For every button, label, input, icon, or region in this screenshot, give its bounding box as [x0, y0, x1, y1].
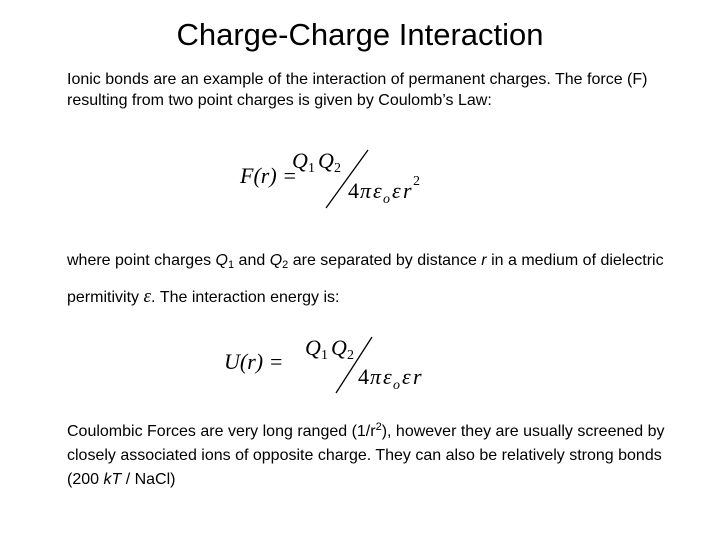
denominator-r: r — [413, 364, 422, 389]
numerator-q2: Q — [318, 148, 334, 173]
interaction-energy-equation — [224, 335, 444, 395]
symbol-q2: Q — [269, 252, 283, 269]
lhs-force: F(r) = — [240, 163, 297, 188]
denominator-pi: π — [360, 178, 372, 203]
denominator-o-subscript: o — [393, 378, 400, 393]
text-segment: in a medium of dielectric permitivity — [67, 252, 664, 306]
subscript-1: 1 — [227, 259, 235, 271]
text-segment: where point charges — [67, 252, 216, 269]
text-segment: Coulombic Forces are very long ranged (1/r — [67, 423, 376, 440]
denominator-four: 4 — [358, 364, 369, 389]
text-segment: and — [234, 252, 270, 269]
numerator-q2: Q — [331, 335, 347, 360]
text-segment: are separated by distance — [288, 252, 482, 269]
symbol-r: r — [481, 252, 487, 269]
symbol-q1: Q — [215, 252, 228, 269]
subscript-2: 2 — [282, 259, 289, 271]
intro-paragraph: Ionic bonds are an example of the interaction of permanent charges. The force (F) resulting from two point charges is given by Coulomb’s Law: — [67, 71, 648, 109]
symbol-kT: kT — [103, 471, 122, 488]
denominator-epsilon: ε — [402, 364, 411, 389]
numerator-sub1: 1 — [321, 348, 328, 363]
numerator-q1: Q — [292, 148, 308, 173]
symbol-epsilon: ε — [143, 286, 151, 307]
coulomb-force-equation — [240, 148, 440, 210]
denominator-r: r — [403, 178, 412, 203]
denominator-epsilon-o: ε — [373, 178, 382, 203]
denominator-four: 4 — [348, 178, 359, 203]
denominator-o-subscript: o — [383, 192, 390, 207]
numerator-sub2: 2 — [347, 348, 354, 363]
text-segment: / NaCl) — [121, 471, 176, 488]
text-segment: ), however they are usually screened by closely associated ions of opposite charge. They can also be relatively strong bonds (200 — [67, 423, 665, 488]
denominator-epsilon: ε — [392, 178, 401, 203]
lhs-energy: U(r) = — [224, 349, 284, 374]
text-segment: . The interaction energy is: — [150, 289, 340, 306]
denominator-exponent: 2 — [413, 174, 420, 189]
denominator-pi: π — [370, 364, 382, 389]
slide-title: Charge-Charge Interaction — [176, 17, 544, 52]
numerator-sub1: 1 — [308, 161, 315, 176]
denominator-epsilon-o: ε — [383, 364, 392, 389]
superscript-2: 2 — [375, 421, 382, 433]
definition-paragraph — [67, 245, 667, 314]
numerator-q1: Q — [305, 335, 321, 360]
coulombic-forces-paragraph — [67, 415, 667, 492]
numerator-sub2: 2 — [334, 161, 341, 176]
